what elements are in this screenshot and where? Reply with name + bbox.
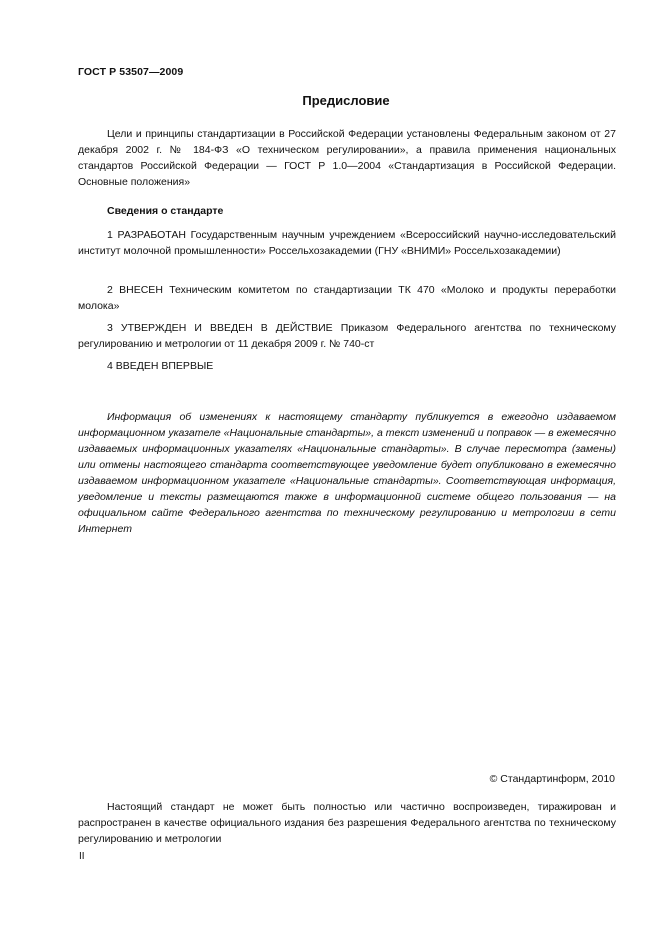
info-item-developed: 1 РАЗРАБОТАН Государственным научным учреждением «Всероссийский научно-исследовательский институт молочной промышленности» Россельхозакадемии (ГНУ «ВНИМИ» Россельхозакадемии) (78, 229, 616, 257)
reproduction-notice: Настоящий стандарт не может быть полностью или частично воспроизведен, тиражирован и распространен в качестве официального издания без разрешения Федерального агентства по техническому регулированию и метрологии (78, 801, 616, 845)
standard-code-header: ГОСТ Р 53507—2009 (78, 66, 184, 78)
info-item-introduced: 4 ВВЕДЕН ВПЕРВЫЕ (107, 360, 214, 372)
standard-info-heading: Сведения о стандарте (107, 205, 224, 217)
info-item-submitted: 2 ВНЕСЕН Техническим комитетом по стандартизации ТК 470 «Молоко и продукты переработки молока» (78, 284, 616, 312)
page-number: II (79, 851, 85, 862)
purpose-paragraph: Цели и принципы стандартизации в Российской Федерации установлены Федеральным законом от 27 декабря 2002 г. № 184-ФЗ «О техническом регулировании», а правила применения национальных стандартов Российской Федерации — ГОСТ Р 1.0—2004 «Стандартизация в Российской Федерации. Основные положения» (78, 128, 616, 188)
changes-info-paragraph: Информация об изменениях к настоящему стандарту публикуется в ежегодно издаваемом информационном указателе «Национальные стандарты», а текст изменений и поправок — в ежемесячно издаваемых информационных указателях «Национальные стандарты». В случае пересмотра (замены) или отмены настоящего стандарта соответствующее уведомление будет опубликовано в ежемесячно издаваемом информационном указателе «Национальные стандарты». Соответствующая информация, уведомление и тексты размещаются также в информационной системе общего пользования — на официальном сайте Федерального агентства по техническому регулированию и метрологии в сети Интернет (78, 411, 616, 535)
info-item-approved: 3 УТВЕРЖДЕН И ВВЕДЕН В ДЕЙСТВИЕ Приказом Федерального агентства по техническому регулированию и метрологии от 11 декабря 2009 г. № 740-ст (78, 322, 616, 350)
copyright-notice: © Стандартинформ, 2010 (489, 773, 615, 785)
page-title: Предисловие (302, 93, 390, 108)
